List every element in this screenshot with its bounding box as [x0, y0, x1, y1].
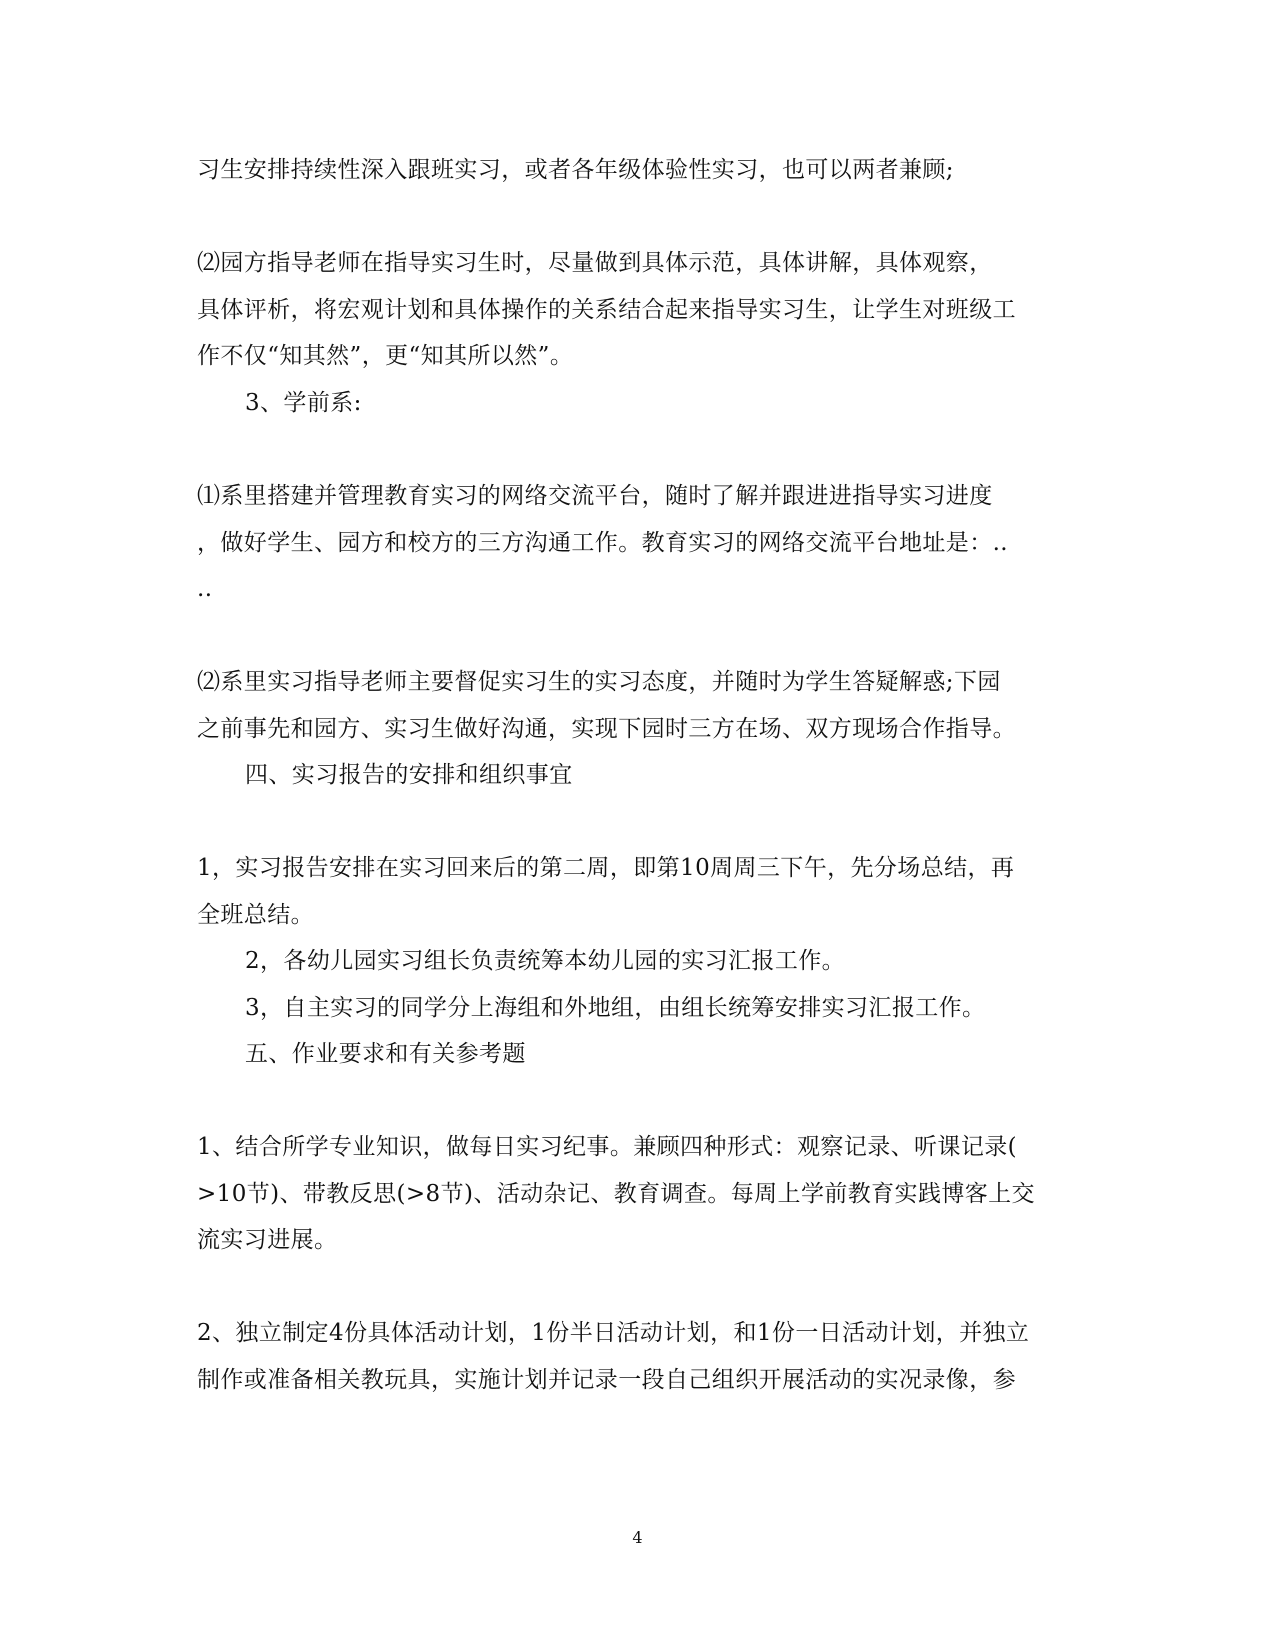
text-line-17: 1、结合所学专业知识，做每日实习纪事。兼顾四种形式：观察记录、听课记录(: [197, 1134, 1018, 1160]
text-line-5: 3、学前系:: [245, 390, 362, 416]
text-line-12: 1，实习报告安排在实习回来后的第二周，即第10周周三下午，先分场总结，再: [197, 855, 1015, 881]
text-line-7: ，做好学生、园方和校方的三方沟通工作。教育实习的网络交流平台地址是：..: [197, 530, 1009, 556]
text-line-14: 2，各幼儿园实习组长负责统筹本幼儿园的实习汇报工作。: [245, 948, 846, 974]
text-line-10: 之前事先和园方、实习生做好沟通，实现下园时三方在场、双方现场合作指导。: [197, 716, 1016, 742]
text-line-1: 习生安排持续性深入跟班实习，或者各年级体验性实习，也可以两者兼顾;: [197, 157, 954, 183]
section-heading-5: 五、作业要求和有关参考题: [245, 1041, 526, 1067]
text-line-13: 全班总结。: [197, 902, 314, 928]
page-number: 4: [632, 1528, 643, 1547]
text-line-6: ⑴系里搭建并管理教育实习的网络交流平台，随时了解并跟进进指导实习进度: [197, 483, 993, 509]
section-heading-4: 四、实习报告的安排和组织事宜: [245, 762, 573, 788]
text-line-8: ..: [197, 576, 213, 602]
text-line-20: 2、独立制定4份具体活动计划，1份半日活动计划，和1份一日活动计划，并独立: [197, 1320, 1030, 1346]
text-line-18: >10节)、带教反思(>8节)、活动杂记、教育调查。每周上学前教育实践博客上交: [197, 1181, 1035, 1207]
text-line-15: 3，自主实习的同学分上海组和外地组，由组长统筹安排实习汇报工作。: [245, 995, 986, 1021]
text-line-2: ⑵园方指导老师在指导实习生时，尽量做到具体示范，具体讲解，具体观察，: [197, 250, 993, 276]
text-line-3: 具体评析，将宏观计划和具体操作的关系结合起来指导实习生，让学生对班级工: [197, 297, 1016, 323]
text-line-19: 流实习进展。: [197, 1227, 338, 1253]
text-line-21: 制作或准备相关教玩具，实施计划并记录一段自己组织开展活动的实况录像，参: [197, 1367, 1016, 1393]
text-line-4: 作不仅“知其然”，更“知其所以然”。: [197, 343, 574, 369]
text-line-9: ⑵系里实习指导老师主要督促实习生的实习态度，并随时为学生答疑解惑;下园: [197, 669, 1001, 695]
